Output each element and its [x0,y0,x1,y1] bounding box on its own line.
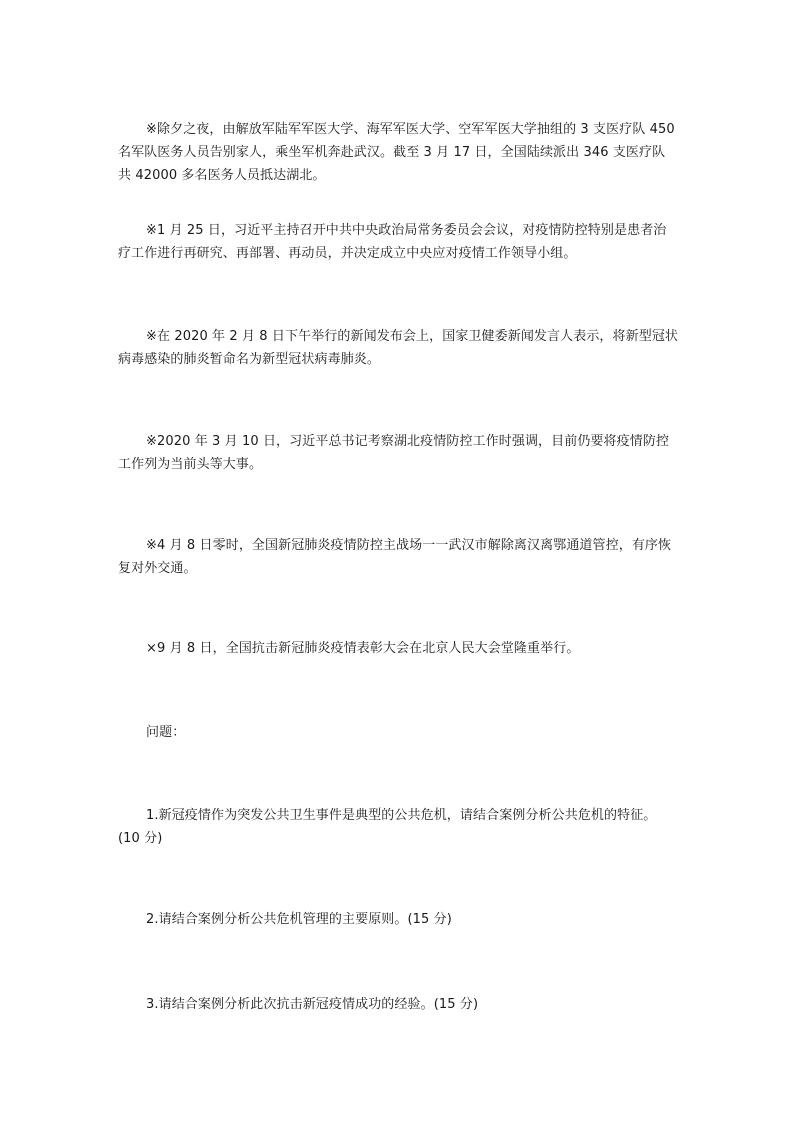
question-3: 3.请结合案例分析此次抗击新冠疫情成功的经验。(15 分) [146,997,479,1012]
question-1: 1.新冠疫情作为突发公共卫生事件是典型的公共危机，请结合案例分析公共危机的特征。(10 分) [118,808,657,846]
paragraph-medical-teams: ※除夕之夜，由解放军陆军军医大学、海军军医大学、空军军医大学抽组的 3 支医疗队 450 名军队医务人员告别家人，乘坐军机奔赴武汉。截至 3 月 17 日，全国陆续派出 346 支医疗队共 42000 多名医务人员抵达湖北。 [118,122,675,183]
paragraph-hubei-inspection: ※2020 年 3 月 10 日，习近平总书记考察湖北疫情防控工作时强调，目前仍要将疫情防控工作列为当前头等大事。 [118,434,670,472]
paragraph-wuhan-reopening: ※4 月 8 日零时，全国新冠肺炎疫情防控主战场一一武汉市解除离汉离鄂通道管控，有序恢复对外交通。 [118,538,672,576]
paragraph-naming-announcement: ※在 2020 年 2 月 8 日下午举行的新闻发布会上，国家卫健委新闻发言人表示，将新型冠状病毒感染的肺炎暂命名为新型冠状病毒肺炎。 [118,329,679,367]
paragraph-commendation-ceremony: ×9 月 8 日，全国抗击新冠肺炎疫情表彰大会在北京人民大会堂隆重举行。 [146,641,580,656]
paragraph-politburo-meeting: ※1 月 25 日，习近平主持召开中共中央政治局常务委员会会议，对疫情防控特别是患者治疗工作进行再研究、再部署、再动员，并决定成立中央应对疫情工作领导小组。 [118,223,667,261]
questions-heading: 问题： [146,725,186,740]
question-2: 2.请结合案例分析公共危机管理的主要原则。(15 分) [146,912,452,927]
